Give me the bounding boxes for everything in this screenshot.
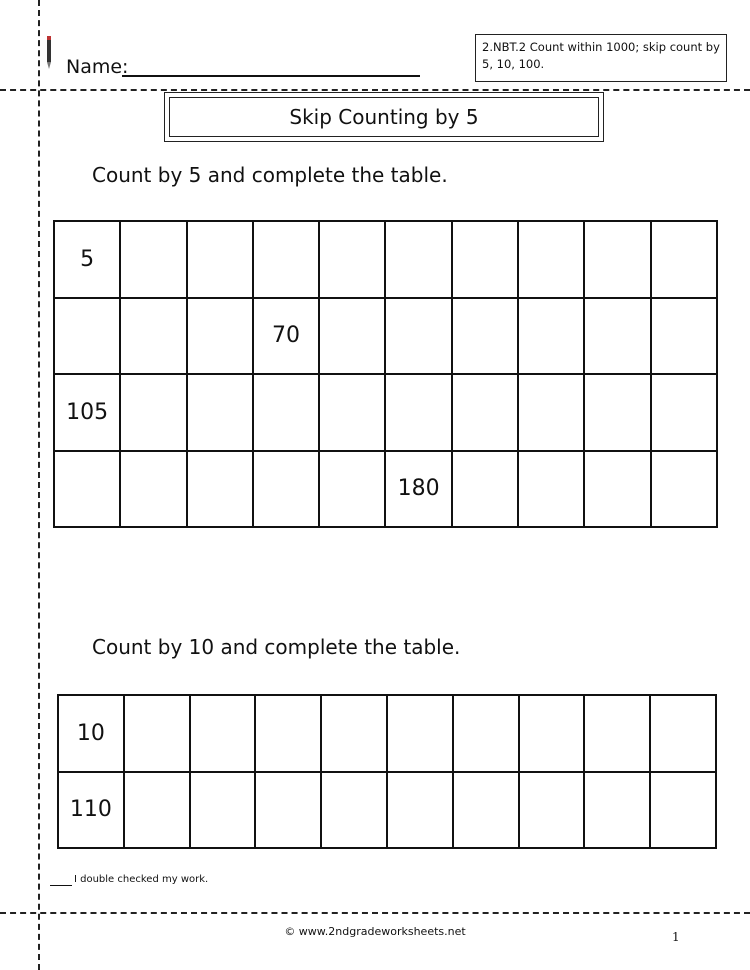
table-cell[interactable] xyxy=(253,374,319,451)
table-cell[interactable] xyxy=(452,221,518,298)
table-cell[interactable] xyxy=(518,451,584,528)
table-cell[interactable] xyxy=(385,221,451,298)
table-cell[interactable] xyxy=(650,772,716,849)
table-cell[interactable] xyxy=(584,772,650,849)
table-row xyxy=(54,221,717,298)
table-cell[interactable] xyxy=(519,695,585,772)
table-cell[interactable] xyxy=(650,695,716,772)
website-credit: © www.2ndgradeworksheets.net xyxy=(284,925,466,938)
table-cell[interactable] xyxy=(187,221,253,298)
count-by-5-table xyxy=(53,220,718,528)
table-cell: 10 xyxy=(58,695,124,772)
count-by-10-table xyxy=(57,694,717,849)
table-row xyxy=(54,451,717,528)
table-cell[interactable] xyxy=(387,772,453,849)
table-cell[interactable] xyxy=(321,695,387,772)
table-cell[interactable] xyxy=(385,298,451,375)
table-cell[interactable] xyxy=(319,298,385,375)
table-cell[interactable] xyxy=(124,772,190,849)
table-cell[interactable] xyxy=(584,451,650,528)
table-cell[interactable] xyxy=(387,695,453,772)
bottom-cut-line xyxy=(0,912,750,914)
table-cell: 70 xyxy=(253,298,319,375)
table-cell[interactable] xyxy=(651,451,717,528)
table-cell: 105 xyxy=(54,374,120,451)
title-box xyxy=(164,92,604,142)
table-cell[interactable] xyxy=(651,298,717,375)
table-cell[interactable] xyxy=(120,374,186,451)
table-cell[interactable] xyxy=(319,374,385,451)
instruction-count-by-5: Count by 5 and complete the table. xyxy=(92,163,448,187)
table-cell[interactable] xyxy=(124,695,190,772)
standard-box: 2.NBT.2 Count within 1000; skip count by 5, 10, 100. xyxy=(475,34,727,82)
checked-work-text: I double checked my work. xyxy=(74,874,209,885)
top-cut-line xyxy=(0,89,750,91)
table-cell[interactable] xyxy=(651,374,717,451)
table-cell[interactable] xyxy=(385,374,451,451)
table-cell[interactable] xyxy=(584,695,650,772)
table-cell[interactable] xyxy=(190,772,256,849)
table-cell[interactable] xyxy=(651,221,717,298)
name-label: Name: xyxy=(66,56,129,78)
pencil-icon xyxy=(44,36,54,70)
table-cell[interactable] xyxy=(584,298,650,375)
table-cell[interactable] xyxy=(452,451,518,528)
left-margin-guide xyxy=(38,0,40,970)
table-cell[interactable] xyxy=(120,221,186,298)
table-cell[interactable] xyxy=(584,374,650,451)
table-cell[interactable] xyxy=(187,298,253,375)
table-cell[interactable] xyxy=(319,451,385,528)
table-cell[interactable] xyxy=(452,298,518,375)
table-cell[interactable] xyxy=(518,298,584,375)
table-row xyxy=(54,374,717,451)
table-cell: 180 xyxy=(385,451,451,528)
table-cell[interactable] xyxy=(452,374,518,451)
table-cell[interactable] xyxy=(584,221,650,298)
table-cell[interactable] xyxy=(453,772,519,849)
table-row xyxy=(58,695,716,772)
table-row xyxy=(58,772,716,849)
table-cell[interactable] xyxy=(190,695,256,772)
table-cell[interactable] xyxy=(518,374,584,451)
name-field[interactable] xyxy=(122,75,420,77)
table-cell[interactable] xyxy=(519,772,585,849)
page-title: Skip Counting by 5 xyxy=(169,97,599,137)
table-cell[interactable] xyxy=(187,374,253,451)
page-number: 1 xyxy=(672,930,680,944)
table-cell[interactable] xyxy=(187,451,253,528)
table-cell[interactable] xyxy=(518,221,584,298)
table-cell[interactable] xyxy=(321,772,387,849)
checked-blank[interactable] xyxy=(50,885,72,886)
table-cell: 110 xyxy=(58,772,124,849)
table-cell[interactable] xyxy=(253,451,319,528)
table-cell[interactable] xyxy=(319,221,385,298)
table-cell[interactable] xyxy=(120,451,186,528)
table-cell[interactable] xyxy=(255,772,321,849)
table-cell[interactable] xyxy=(255,695,321,772)
table-cell[interactable] xyxy=(54,451,120,528)
table-cell[interactable] xyxy=(120,298,186,375)
table-cell[interactable] xyxy=(453,695,519,772)
table-cell: 5 xyxy=(54,221,120,298)
instruction-count-by-10: Count by 10 and complete the table. xyxy=(92,635,461,659)
table-row xyxy=(54,298,717,375)
table-cell[interactable] xyxy=(54,298,120,375)
table-cell[interactable] xyxy=(253,221,319,298)
